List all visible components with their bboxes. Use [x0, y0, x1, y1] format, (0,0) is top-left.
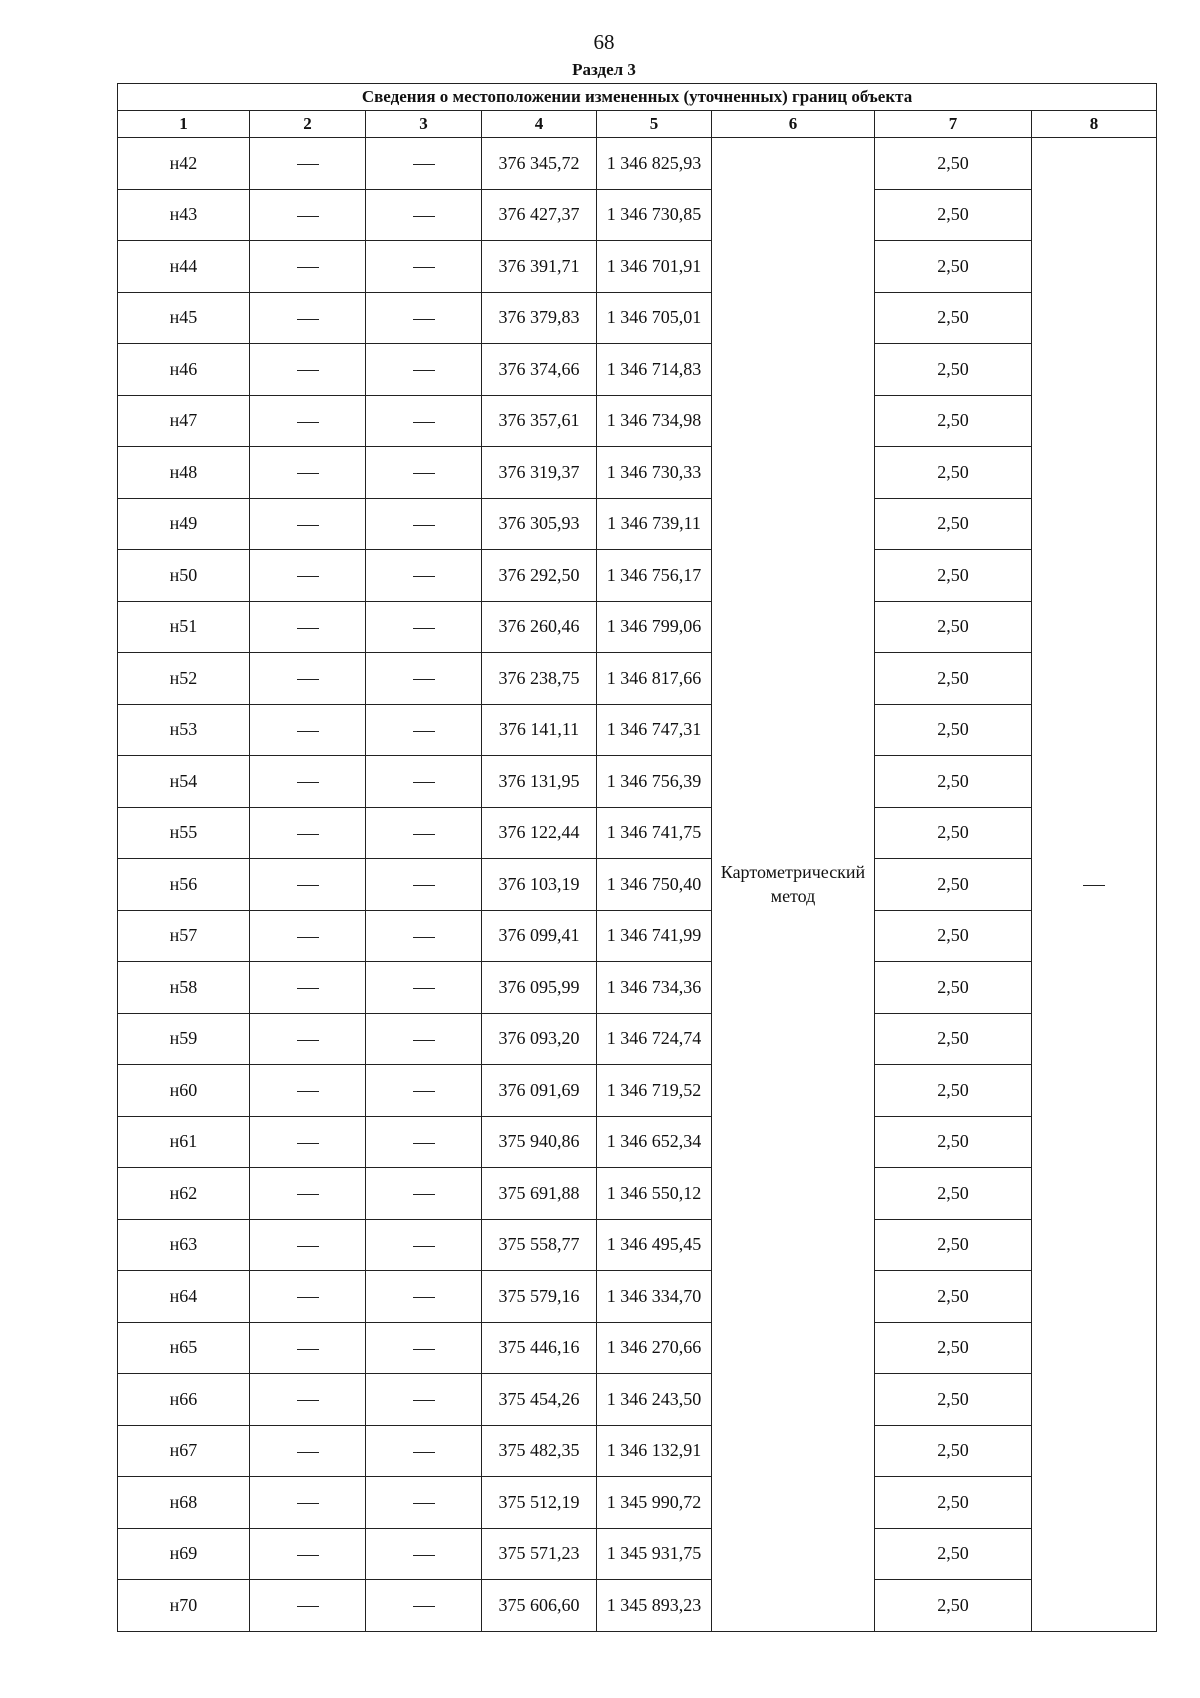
col3-cell	[366, 1219, 482, 1271]
dash-mark	[413, 576, 435, 577]
accuracy-cell: 2,50	[875, 189, 1032, 241]
dash-mark	[297, 1091, 319, 1092]
dash-mark	[413, 1246, 435, 1247]
column8-cell	[1032, 138, 1157, 1632]
y-coordinate-cell: 1 346 652,34	[597, 1116, 712, 1168]
x-coordinate-cell: 376 357,61	[482, 395, 597, 447]
point-name-cell: н64	[118, 1271, 250, 1323]
col2-cell	[250, 550, 366, 602]
table-row	[118, 1065, 1157, 1117]
y-coordinate-cell: 1 346 739,11	[597, 498, 712, 550]
col2-cell	[250, 1374, 366, 1426]
table-row	[118, 1168, 1157, 1220]
point-name-cell: н51	[118, 601, 250, 653]
column-header: 3	[366, 111, 482, 138]
column-header: 4	[482, 111, 597, 138]
point-name-cell: н68	[118, 1477, 250, 1529]
table-row	[118, 498, 1157, 550]
y-coordinate-cell: 1 346 495,45	[597, 1219, 712, 1271]
x-coordinate-cell: 375 454,26	[482, 1374, 597, 1426]
point-name-cell: н70	[118, 1580, 250, 1632]
y-coordinate-cell: 1 345 893,23	[597, 1580, 712, 1632]
y-coordinate-cell: 1 346 714,83	[597, 344, 712, 396]
col2-cell	[250, 653, 366, 705]
col2-cell	[250, 1322, 366, 1374]
dash-mark	[413, 937, 435, 938]
x-coordinate-cell: 375 446,16	[482, 1322, 597, 1374]
col3-cell	[366, 1013, 482, 1065]
table-row	[118, 138, 1157, 190]
y-coordinate-cell: 1 346 825,93	[597, 138, 712, 190]
col3-cell	[366, 1477, 482, 1529]
point-name-cell: н58	[118, 962, 250, 1014]
point-name-cell: н47	[118, 395, 250, 447]
y-coordinate-cell: 1 346 243,50	[597, 1374, 712, 1426]
dash-mark	[297, 1143, 319, 1144]
x-coordinate-cell: 376 141,11	[482, 704, 597, 756]
table-row	[118, 1425, 1157, 1477]
col2-cell	[250, 344, 366, 396]
point-name-cell: н54	[118, 756, 250, 808]
dash-mark	[413, 1400, 435, 1401]
table-row	[118, 1477, 1157, 1529]
table-row	[118, 447, 1157, 499]
dash-mark	[413, 988, 435, 989]
x-coordinate-cell: 375 606,60	[482, 1580, 597, 1632]
x-coordinate-cell: 375 482,35	[482, 1425, 597, 1477]
accuracy-cell: 2,50	[875, 756, 1032, 808]
accuracy-cell: 2,50	[875, 138, 1032, 190]
y-coordinate-cell: 1 346 705,01	[597, 292, 712, 344]
dash-mark	[413, 267, 435, 268]
col3-cell	[366, 1116, 482, 1168]
dash-mark	[413, 679, 435, 680]
x-coordinate-cell: 376 093,20	[482, 1013, 597, 1065]
table-row	[118, 1374, 1157, 1426]
y-coordinate-cell: 1 346 747,31	[597, 704, 712, 756]
y-coordinate-cell: 1 346 132,91	[597, 1425, 712, 1477]
y-coordinate-cell: 1 346 734,36	[597, 962, 712, 1014]
table-row	[118, 189, 1157, 241]
dash-mark	[297, 885, 319, 886]
point-name-cell: н66	[118, 1374, 250, 1426]
col2-cell	[250, 601, 366, 653]
y-coordinate-cell: 1 346 719,52	[597, 1065, 712, 1117]
dash-mark	[413, 1091, 435, 1092]
col2-cell	[250, 1477, 366, 1529]
dash-mark	[413, 164, 435, 165]
col3-cell	[366, 1374, 482, 1426]
accuracy-cell: 2,50	[875, 1116, 1032, 1168]
col2-cell	[250, 1580, 366, 1632]
point-name-cell: н63	[118, 1219, 250, 1271]
accuracy-cell: 2,50	[875, 601, 1032, 653]
col3-cell	[366, 138, 482, 190]
x-coordinate-cell: 375 940,86	[482, 1116, 597, 1168]
x-coordinate-cell: 376 427,37	[482, 189, 597, 241]
dash-mark	[297, 1452, 319, 1453]
col3-cell	[366, 756, 482, 808]
col2-cell	[250, 498, 366, 550]
x-coordinate-cell: 376 260,46	[482, 601, 597, 653]
x-coordinate-cell: 376 095,99	[482, 962, 597, 1014]
col3-cell	[366, 1425, 482, 1477]
y-coordinate-cell: 1 346 756,39	[597, 756, 712, 808]
point-name-cell: н46	[118, 344, 250, 396]
table-row	[118, 550, 1157, 602]
dash-mark	[297, 1194, 319, 1195]
x-coordinate-cell: 376 305,93	[482, 498, 597, 550]
y-coordinate-cell: 1 346 724,74	[597, 1013, 712, 1065]
dash-mark	[297, 1503, 319, 1504]
dash-mark	[297, 1246, 319, 1247]
dash-mark	[297, 1297, 319, 1298]
dash-mark	[413, 885, 435, 886]
point-name-cell: н42	[118, 138, 250, 190]
x-coordinate-cell: 376 374,66	[482, 344, 597, 396]
x-coordinate-cell: 376 292,50	[482, 550, 597, 602]
col2-cell	[250, 704, 366, 756]
col2-cell	[250, 1425, 366, 1477]
y-coordinate-cell: 1 346 741,75	[597, 807, 712, 859]
y-coordinate-cell: 1 346 334,70	[597, 1271, 712, 1323]
dash-mark	[413, 782, 435, 783]
x-coordinate-cell: 376 091,69	[482, 1065, 597, 1117]
dash-mark	[297, 1349, 319, 1350]
col3-cell	[366, 601, 482, 653]
dash-mark	[413, 1297, 435, 1298]
table-row	[118, 395, 1157, 447]
dash-mark	[413, 216, 435, 217]
accuracy-cell: 2,50	[875, 344, 1032, 396]
method-cell: Картометрический метод	[712, 138, 875, 1632]
point-name-cell: н67	[118, 1425, 250, 1477]
y-coordinate-cell: 1 346 270,66	[597, 1322, 712, 1374]
dash-mark	[1083, 885, 1105, 886]
dash-mark	[413, 834, 435, 835]
accuracy-cell: 2,50	[875, 1065, 1032, 1117]
dash-mark	[297, 1606, 319, 1607]
col2-cell	[250, 241, 366, 293]
dash-mark	[297, 679, 319, 680]
col3-cell	[366, 550, 482, 602]
x-coordinate-cell: 376 099,41	[482, 910, 597, 962]
x-coordinate-cell: 376 391,71	[482, 241, 597, 293]
x-coordinate-cell: 375 579,16	[482, 1271, 597, 1323]
y-coordinate-cell: 1 346 799,06	[597, 601, 712, 653]
col3-cell	[366, 189, 482, 241]
accuracy-cell: 2,50	[875, 292, 1032, 344]
dash-mark	[297, 731, 319, 732]
table-row	[118, 1271, 1157, 1323]
column-header: 5	[597, 111, 712, 138]
x-coordinate-cell: 375 571,23	[482, 1528, 597, 1580]
dash-mark	[413, 319, 435, 320]
dash-mark	[297, 1400, 319, 1401]
col3-cell	[366, 344, 482, 396]
table-row	[118, 241, 1157, 293]
table-row	[118, 910, 1157, 962]
table-row	[118, 1322, 1157, 1374]
table-row	[118, 1116, 1157, 1168]
table-row	[118, 807, 1157, 859]
col3-cell	[366, 447, 482, 499]
point-name-cell: н65	[118, 1322, 250, 1374]
point-name-cell: н45	[118, 292, 250, 344]
table-row	[118, 962, 1157, 1014]
x-coordinate-cell: 376 319,37	[482, 447, 597, 499]
column-header: 2	[250, 111, 366, 138]
x-coordinate-cell: 376 345,72	[482, 138, 597, 190]
accuracy-cell: 2,50	[875, 704, 1032, 756]
col2-cell	[250, 1219, 366, 1271]
dash-mark	[413, 422, 435, 423]
dash-mark	[413, 473, 435, 474]
point-name-cell: н53	[118, 704, 250, 756]
col3-cell	[366, 241, 482, 293]
x-coordinate-cell: 376 379,83	[482, 292, 597, 344]
boundary-coordinates-table	[117, 83, 1157, 1632]
point-name-cell: н69	[118, 1528, 250, 1580]
dash-mark	[413, 1349, 435, 1350]
dash-mark	[413, 1452, 435, 1453]
col3-cell	[366, 1168, 482, 1220]
col3-cell	[366, 1580, 482, 1632]
y-coordinate-cell: 1 346 701,91	[597, 241, 712, 293]
page-number: 68	[593, 30, 615, 54]
y-coordinate-cell: 1 346 817,66	[597, 653, 712, 705]
y-coordinate-cell: 1 346 750,40	[597, 859, 712, 911]
table-row	[118, 292, 1157, 344]
table-row	[118, 344, 1157, 396]
col2-cell	[250, 189, 366, 241]
col3-cell	[366, 498, 482, 550]
dash-mark	[413, 1194, 435, 1195]
col2-cell	[250, 1065, 366, 1117]
col2-cell	[250, 1116, 366, 1168]
point-name-cell: н61	[118, 1116, 250, 1168]
accuracy-cell: 2,50	[875, 550, 1032, 602]
dash-mark	[297, 216, 319, 217]
y-coordinate-cell: 1 345 990,72	[597, 1477, 712, 1529]
dash-mark	[413, 1143, 435, 1144]
col2-cell	[250, 1013, 366, 1065]
col3-cell	[366, 910, 482, 962]
x-coordinate-cell: 375 512,19	[482, 1477, 597, 1529]
table-caption-row	[118, 84, 1157, 111]
col2-cell	[250, 138, 366, 190]
col3-cell	[366, 1322, 482, 1374]
table-row	[118, 859, 1157, 911]
accuracy-cell: 2,50	[875, 1528, 1032, 1580]
y-coordinate-cell: 1 346 734,98	[597, 395, 712, 447]
dash-mark	[413, 370, 435, 371]
dash-mark	[297, 782, 319, 783]
y-coordinate-cell: 1 346 756,17	[597, 550, 712, 602]
col2-cell	[250, 910, 366, 962]
accuracy-cell: 2,50	[875, 859, 1032, 911]
col3-cell	[366, 395, 482, 447]
x-coordinate-cell: 376 103,19	[482, 859, 597, 911]
accuracy-cell: 2,50	[875, 807, 1032, 859]
dash-mark	[413, 525, 435, 526]
column-header: 1	[118, 111, 250, 138]
table-row	[118, 704, 1157, 756]
col3-cell	[366, 1528, 482, 1580]
dash-mark	[297, 628, 319, 629]
table-row	[118, 756, 1157, 808]
accuracy-cell: 2,50	[875, 1477, 1032, 1529]
accuracy-cell: 2,50	[875, 962, 1032, 1014]
dash-mark	[413, 1606, 435, 1607]
y-coordinate-cell: 1 346 550,12	[597, 1168, 712, 1220]
x-coordinate-cell: 376 122,44	[482, 807, 597, 859]
y-coordinate-cell: 1 346 741,99	[597, 910, 712, 962]
point-name-cell: н55	[118, 807, 250, 859]
dash-mark	[297, 937, 319, 938]
col3-cell	[366, 962, 482, 1014]
y-coordinate-cell: 1 346 730,85	[597, 189, 712, 241]
point-name-cell: н57	[118, 910, 250, 962]
table-header-row	[118, 111, 1157, 138]
point-name-cell: н52	[118, 653, 250, 705]
col3-cell	[366, 704, 482, 756]
table-row	[118, 1219, 1157, 1271]
x-coordinate-cell: 375 691,88	[482, 1168, 597, 1220]
x-coordinate-cell: 376 238,75	[482, 653, 597, 705]
dash-mark	[297, 1040, 319, 1041]
accuracy-cell: 2,50	[875, 498, 1032, 550]
dash-mark	[297, 576, 319, 577]
y-coordinate-cell: 1 345 931,75	[597, 1528, 712, 1580]
point-name-cell: н50	[118, 550, 250, 602]
section-title: Раздел 3	[572, 60, 636, 79]
point-name-cell: н62	[118, 1168, 250, 1220]
point-name-cell: н60	[118, 1065, 250, 1117]
table-row	[118, 1580, 1157, 1632]
accuracy-cell: 2,50	[875, 241, 1032, 293]
col2-cell	[250, 1528, 366, 1580]
col2-cell	[250, 1168, 366, 1220]
col2-cell	[250, 395, 366, 447]
accuracy-cell: 2,50	[875, 910, 1032, 962]
dash-mark	[297, 473, 319, 474]
col2-cell	[250, 292, 366, 344]
col3-cell	[366, 1065, 482, 1117]
x-coordinate-cell: 376 131,95	[482, 756, 597, 808]
col2-cell	[250, 807, 366, 859]
dash-mark	[413, 628, 435, 629]
accuracy-cell: 2,50	[875, 653, 1032, 705]
col2-cell	[250, 756, 366, 808]
col3-cell	[366, 859, 482, 911]
dash-mark	[297, 370, 319, 371]
col3-cell	[366, 292, 482, 344]
point-name-cell: н49	[118, 498, 250, 550]
col2-cell	[250, 1271, 366, 1323]
point-name-cell: н48	[118, 447, 250, 499]
col2-cell	[250, 447, 366, 499]
x-coordinate-cell: 375 558,77	[482, 1219, 597, 1271]
dash-mark	[413, 1503, 435, 1504]
accuracy-cell: 2,50	[875, 1013, 1032, 1065]
dash-mark	[297, 319, 319, 320]
accuracy-cell: 2,50	[875, 1168, 1032, 1220]
col3-cell	[366, 807, 482, 859]
dash-mark	[297, 164, 319, 165]
accuracy-cell: 2,50	[875, 447, 1032, 499]
table-caption: Сведения о местоположении измененных (уточненных) границ объекта	[118, 84, 1157, 111]
dash-mark	[413, 731, 435, 732]
y-coordinate-cell: 1 346 730,33	[597, 447, 712, 499]
table-row	[118, 1528, 1157, 1580]
table-row	[118, 653, 1157, 705]
col3-cell	[366, 1271, 482, 1323]
point-name-cell: н56	[118, 859, 250, 911]
col2-cell	[250, 859, 366, 911]
dash-mark	[297, 1555, 319, 1556]
dash-mark	[297, 834, 319, 835]
dash-mark	[297, 267, 319, 268]
dash-mark	[413, 1040, 435, 1041]
col3-cell	[366, 653, 482, 705]
dash-mark	[297, 525, 319, 526]
point-name-cell: н59	[118, 1013, 250, 1065]
column-header: 8	[1032, 111, 1157, 138]
table-row	[118, 1013, 1157, 1065]
accuracy-cell: 2,50	[875, 395, 1032, 447]
accuracy-cell: 2,50	[875, 1271, 1032, 1323]
accuracy-cell: 2,50	[875, 1219, 1032, 1271]
point-name-cell: н43	[118, 189, 250, 241]
accuracy-cell: 2,50	[875, 1322, 1032, 1374]
accuracy-cell: 2,50	[875, 1425, 1032, 1477]
dash-mark	[297, 422, 319, 423]
point-name-cell: н44	[118, 241, 250, 293]
dash-mark	[413, 1555, 435, 1556]
accuracy-cell: 2,50	[875, 1580, 1032, 1632]
column-header: 6	[712, 111, 875, 138]
column-header: 7	[875, 111, 1032, 138]
col2-cell	[250, 962, 366, 1014]
accuracy-cell: 2,50	[875, 1374, 1032, 1426]
table-row	[118, 601, 1157, 653]
dash-mark	[297, 988, 319, 989]
